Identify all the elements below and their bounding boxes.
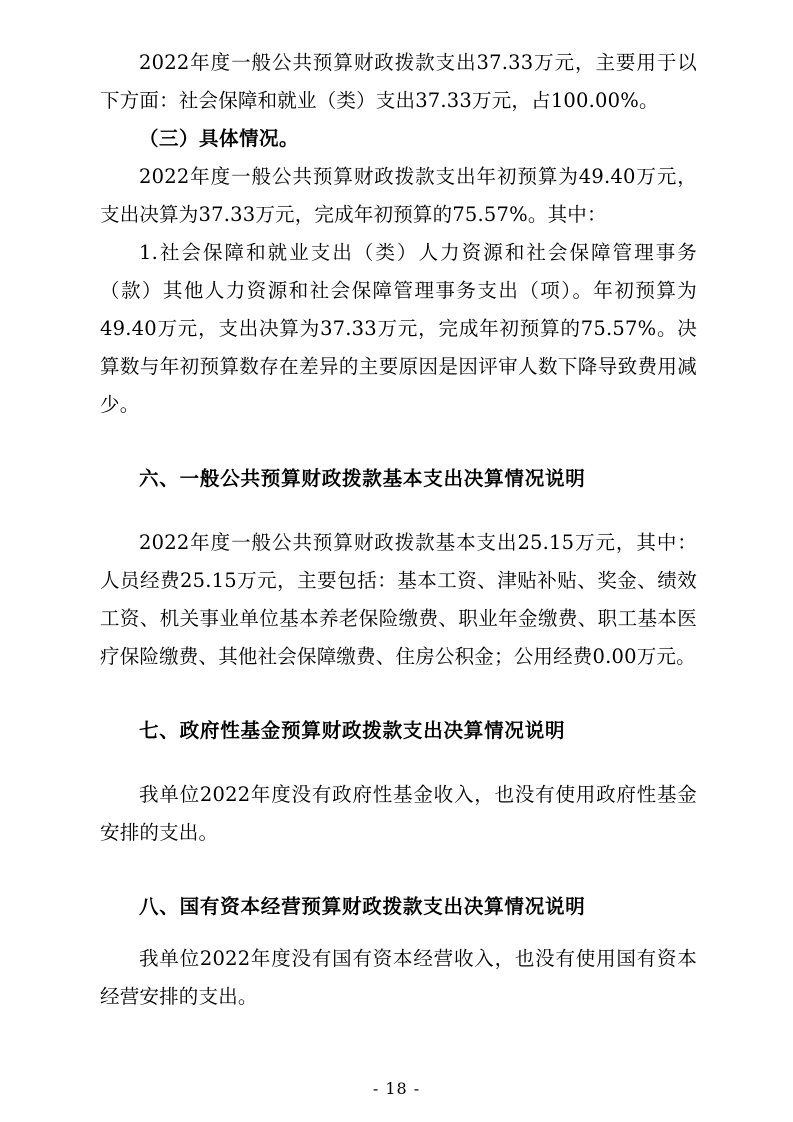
spacer [100,750,697,776]
spacer [100,498,697,524]
paragraph-specific-2: 1.社会保障和就业支出（类）人力资源和社会保障管理事务（款）其他人力资源和社会保障管理事务支出（项）。年初预算为49.40万元，支出决算为37.33万元，完成年初预算的75.57%。决算数与年初预算数存在差异的主要原因是因评审人数下降导致费用减少。 [100,241,697,416]
page-number-footer: - 18 - [372,1079,421,1098]
spacer [100,926,697,940]
paragraph-specific-1: 2022年度一般公共预算财政拨款支出年初预算为49.40万元，支出决算为37.33万元，完成年初预算的75.57%。其中： [100,165,697,226]
heading-specific-situation: （三）具体情况。 [139,127,300,150]
spacer [100,424,697,460]
paragraph-section-8: 我单位2022年度没有国有资本经营收入，也没有使用国有资本经营安排的支出。 [100,947,697,1008]
document-body [100,44,697,1016]
spacer [100,852,697,888]
paragraph-section-7: 我单位2022年度没有政府性基金收入，也没有使用政府性基金安排的支出。 [100,783,697,844]
heading-section-6: 六、一般公共预算财政拨款基本支出决算情况说明 [139,467,586,490]
paragraph-section-6: 2022年度一般公共预算财政拨款基本支出25.15万元，其中：人员经费25.15万元，主要包括：基本工资、津贴补贴、奖金、绩效工资、机关事业单位基本养老保险缴费、职业年金缴费、职工基本医疗保险缴费、其他社会保障缴费、住房公积金；公用经费0.00万元。 [100,531,697,668]
heading-section-7: 七、政府性基金预算财政拨款支出决算情况说明 [139,719,566,742]
heading-section-8: 八、国有资本经营预算财政拨款支出决算情况说明 [139,895,586,918]
paragraph-overview: 2022年度一般公共预算财政拨款支出37.33万元，主要用于以下方面：社会保障和就业（类）支出37.33万元，占100.00%。 [100,51,697,112]
spacer [100,676,697,712]
